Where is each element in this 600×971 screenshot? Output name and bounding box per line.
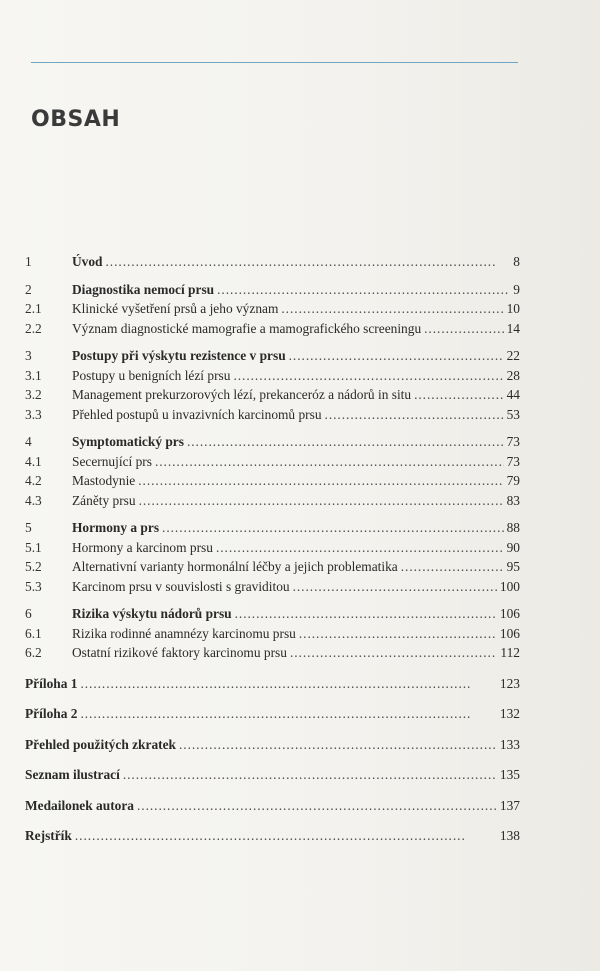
dot-leader [217, 280, 510, 300]
dot-leader [123, 765, 497, 785]
toc-entry-page: 73 [506, 453, 520, 469]
toc-entry-page: 79 [506, 473, 520, 488]
toc-entry-page: 14 [506, 320, 520, 336]
toc-entry-page: 106 [499, 625, 520, 641]
table-of-contents [25, 252, 520, 846]
toc-entry-page: 88 [506, 520, 520, 535]
dot-leader [138, 471, 503, 491]
toc-entry-title: Mastodynie [72, 473, 136, 488]
toc-entry-number: 5.1 [25, 539, 42, 555]
dot-leader [80, 704, 496, 724]
toc-entry-page: 8 [513, 254, 520, 269]
toc-entry [25, 518, 520, 538]
toc-entry-title: Rizika rodinné anamnézy karcinomu prsu [72, 625, 296, 641]
toc-entry-title: Příloha 1 [25, 675, 78, 691]
toc-entry-title: Seznam ilustrací [25, 767, 120, 782]
toc-entry-number: 2.2 [25, 320, 42, 336]
toc-spacer [25, 424, 520, 432]
toc-entry-title: Medailonek autora [25, 797, 134, 813]
toc-entry [25, 604, 520, 624]
toc-spacer [25, 510, 520, 518]
toc-entry-number: 5.2 [25, 559, 42, 574]
toc-entry-number: 4.1 [25, 453, 42, 469]
dot-leader [299, 624, 497, 644]
toc-entry-number: 1 [25, 254, 32, 269]
toc-spacer [25, 596, 520, 604]
toc-entry-page: 106 [499, 606, 520, 621]
toc-appendix-entry [25, 765, 520, 785]
dot-leader [290, 643, 497, 663]
toc-entry [25, 491, 520, 511]
dot-leader [139, 491, 504, 511]
toc-appendix-entry [25, 735, 520, 755]
toc-entry [25, 557, 520, 577]
dot-leader [216, 538, 504, 558]
toc-entry-page: 83 [506, 492, 520, 508]
dot-leader [235, 604, 497, 624]
dot-leader [137, 796, 497, 816]
dot-leader [75, 826, 497, 846]
toc-entry-page: 138 [499, 828, 520, 843]
toc-entry-number: 3.2 [25, 387, 42, 402]
toc-entry [25, 252, 520, 272]
toc-entry-page: 133 [499, 736, 520, 752]
toc-entry-title: Karcinom prsu v souvislosti s graviditou [72, 578, 290, 594]
toc-entry-number: 4 [25, 434, 32, 449]
toc-entry-title: Hormony a prs [72, 520, 160, 535]
toc-entry-title: Přehled postupů u invazivních karcinomů prsu [72, 406, 322, 422]
toc-entry-title: Hormony a karcinom prsu [72, 539, 213, 555]
dot-leader [179, 735, 497, 755]
toc-entry-page: 73 [506, 434, 520, 449]
toc-spacer [25, 663, 520, 674]
toc-entry-title: Rejstřík [25, 828, 72, 843]
toc-entry-number: 4.3 [25, 492, 42, 508]
toc-entry-page: 90 [506, 539, 520, 555]
dot-leader [281, 299, 503, 319]
toc-entry-number: 3.1 [25, 367, 42, 383]
toc-entry [25, 577, 520, 597]
toc-entry-number: 6 [25, 606, 32, 621]
toc-entry-page: 28 [506, 367, 520, 383]
toc-entry-page: 22 [506, 348, 520, 363]
toc-entry-title: Ostatní rizikové faktory karcinomu prsu [72, 645, 287, 660]
toc-spacer [25, 754, 520, 765]
toc-entry [25, 643, 520, 663]
dot-leader [289, 346, 504, 366]
toc-entry [25, 280, 520, 300]
dot-leader [155, 452, 504, 472]
dot-leader [187, 432, 504, 452]
toc-entry [25, 366, 520, 386]
toc-entry-title: Alternativní varianty hormonální léčby a jejich problematika [72, 559, 398, 574]
dot-leader [325, 405, 504, 425]
toc-entry [25, 471, 520, 491]
dot-leader [233, 366, 503, 386]
toc-entry-number: 3.3 [25, 406, 42, 422]
toc-entry-number: 2 [25, 281, 32, 297]
toc-spacer [25, 785, 520, 796]
dot-leader [162, 518, 504, 538]
page-title: OBSAH [31, 107, 121, 132]
toc-entry-page: 112 [500, 645, 520, 660]
dot-leader [80, 674, 496, 694]
toc-entry-page: 10 [506, 301, 520, 316]
toc-spacer [25, 815, 520, 826]
toc-entry [25, 432, 520, 452]
toc-entry [25, 319, 520, 339]
toc-appendix-entry [25, 674, 520, 694]
header-rule [31, 62, 518, 63]
toc-entry-number: 6.2 [25, 645, 42, 660]
toc-entry [25, 624, 520, 644]
toc-entry-title: Secernující prs [72, 453, 152, 469]
toc-entry-page: 123 [499, 675, 520, 691]
toc-entry-number: 5.3 [25, 578, 42, 594]
toc-entry-number: 3 [25, 348, 32, 363]
toc-entry [25, 452, 520, 472]
toc-entry-number: 4.2 [25, 473, 42, 488]
toc-entry-page: 137 [499, 797, 520, 813]
toc-entry-title: Příloha 2 [25, 706, 78, 721]
toc-entry-page: 100 [499, 578, 520, 594]
dot-leader [424, 319, 503, 339]
toc-appendix-entry [25, 796, 520, 816]
toc-spacer [25, 272, 520, 280]
dot-leader [414, 385, 504, 405]
toc-entry-number: 2.1 [25, 301, 42, 316]
toc-entry-title: Symptomatický prs [72, 434, 184, 449]
toc-spacer [25, 693, 520, 704]
toc-entry-title: Management prekurzorových lézí, prekanceróz a nádorů in situ [72, 387, 412, 402]
dot-leader [106, 252, 511, 272]
dot-leader [401, 557, 504, 577]
toc-entry-title: Postupy u benigních lézí prsu [72, 367, 231, 383]
toc-entry-number: 6.1 [25, 625, 42, 641]
toc-entry-page: 9 [513, 281, 520, 297]
toc-entry-title: Postupy při výskytu rezistence v prsu [72, 348, 286, 363]
toc-entry-title: Rizika výskytu nádorů prsu [72, 606, 232, 621]
dot-leader [293, 577, 497, 597]
toc-entry-title: Přehled použitých zkratek [25, 736, 176, 752]
toc-entry-title: Záněty prsu [72, 492, 136, 508]
toc-spacer [25, 338, 520, 346]
toc-spacer [25, 724, 520, 735]
toc-entry-page: 135 [499, 767, 520, 782]
toc-entry-title: Klinické vyšetření prsů a jeho význam [72, 301, 279, 316]
toc-entry-number: 5 [25, 520, 32, 535]
toc-entry [25, 385, 520, 405]
toc-entry-title: Význam diagnostické mamografie a mamografického screeningu [72, 320, 422, 336]
toc-entry-page: 132 [499, 706, 520, 721]
toc-entry-title: Úvod [72, 254, 103, 269]
toc-entry [25, 538, 520, 558]
toc-appendix-entry [25, 704, 520, 724]
toc-entry-page: 44 [506, 387, 520, 402]
toc-entry-title: Diagnostika nemocí prsu [72, 281, 215, 297]
toc-entry [25, 405, 520, 425]
toc-appendix-entry [25, 826, 520, 846]
toc-entry-page: 53 [506, 406, 520, 422]
toc-entry [25, 299, 520, 319]
toc-entry-page: 95 [506, 559, 520, 574]
toc-entry [25, 346, 520, 366]
